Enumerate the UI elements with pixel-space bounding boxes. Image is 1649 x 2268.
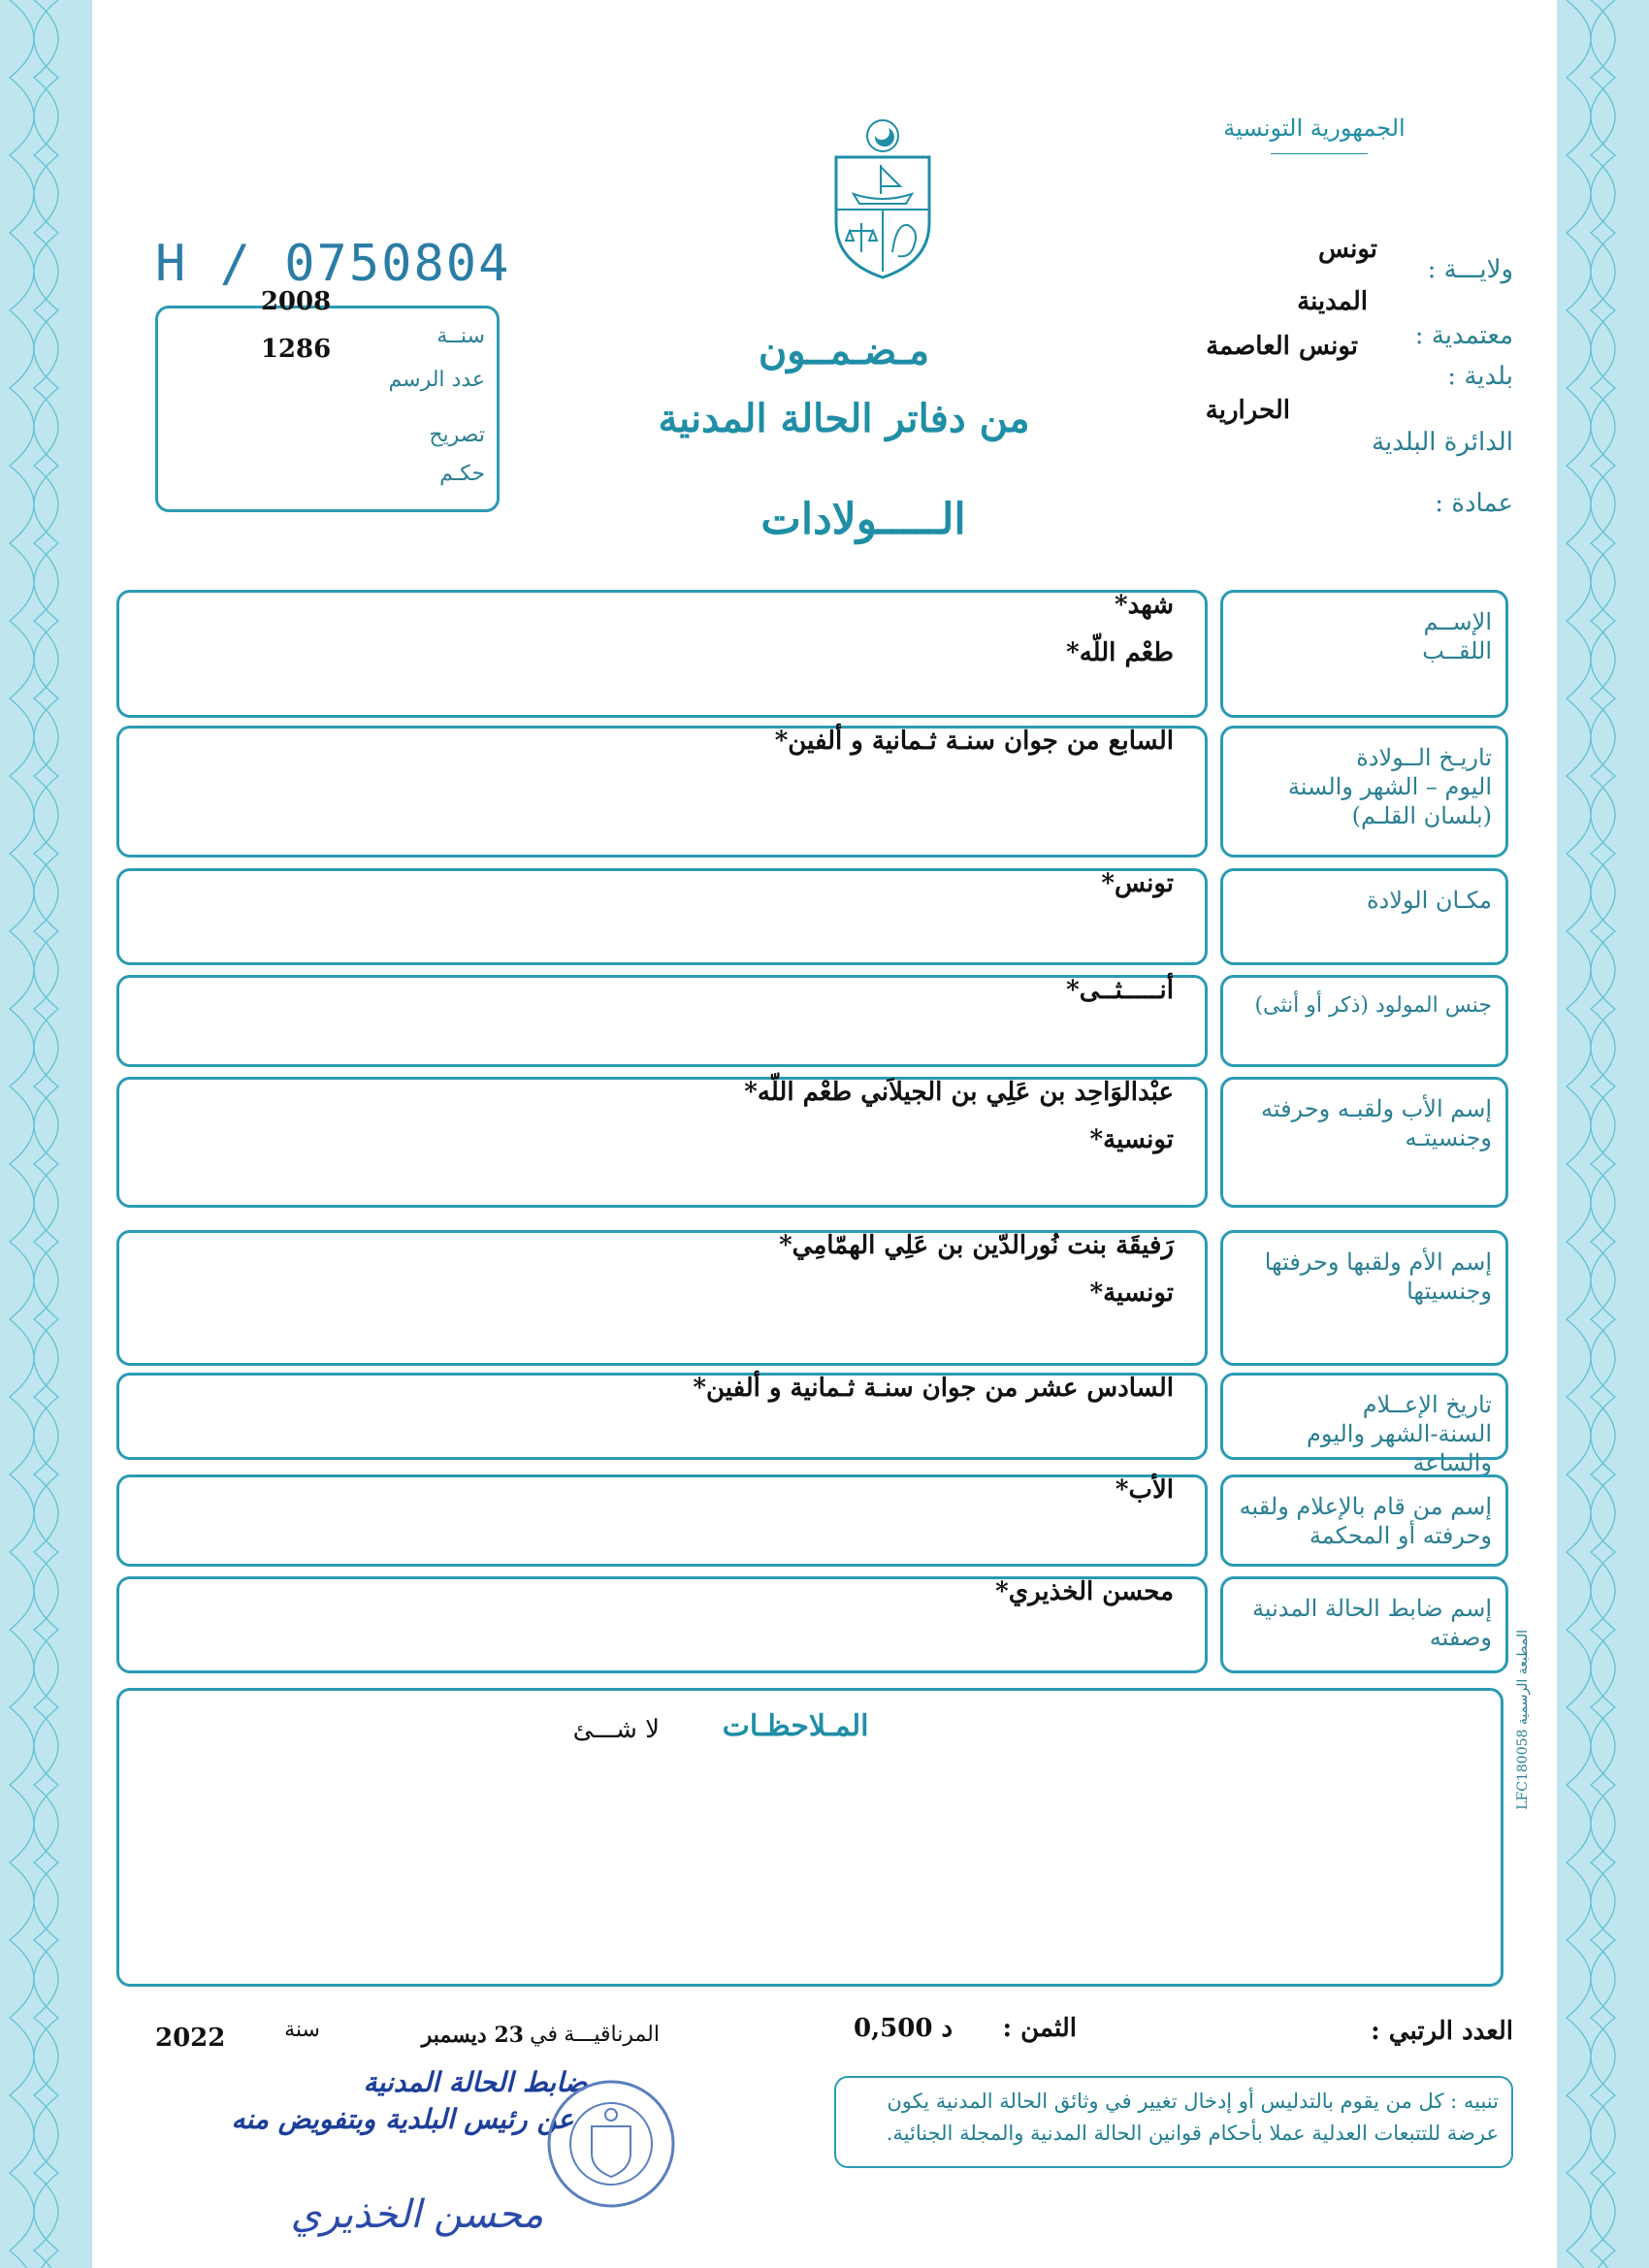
row-value: أنـــــثــى* <box>1066 976 1174 1005</box>
price-value: 0,500 د <box>854 2014 954 2043</box>
row-label: إسم من قام بالإعلام ولقبه وحرفته أو المحكمة <box>1239 1493 1492 1549</box>
declaration-label: تصريح <box>429 423 485 447</box>
row-value: تونس* <box>1101 869 1174 898</box>
row-value: السادس عشر من جوان سنـة ثـمانية و ألفين* <box>693 1374 1174 1403</box>
left-guilloche-border <box>0 0 92 2268</box>
row-value: محسن الخذيري* <box>995 1577 1174 1606</box>
row-label: جنس المولود (ذكر أو أنثى) <box>1254 993 1492 1018</box>
right-guilloche-border <box>1557 0 1649 2268</box>
row-label-box <box>1220 975 1508 1067</box>
coat-of-arms-emblem <box>824 116 941 281</box>
daira-label: الدائرة البلدية <box>1372 428 1513 457</box>
place-name: المرناقيـــة <box>564 2023 660 2047</box>
title-line2: من دفاتر الحالة المدنية <box>658 396 1030 441</box>
signature: محسن الخذيري <box>290 2192 544 2237</box>
republic-label: الجمهورية التونسية <box>1223 114 1406 142</box>
year-label: سنة <box>284 2018 320 2042</box>
row-label: إسم الأب ولقبـه وحرفته وجنسيتـه <box>1260 1095 1492 1151</box>
row-label: تاريخ الإعــلام السنة-الشهر واليوم والساعة <box>1306 1391 1492 1476</box>
wilaya-value: تونس <box>1317 235 1377 264</box>
row-value: السابع من جوان سنـة ثـمانية و ألفين* <box>774 727 1174 756</box>
row-label-box <box>1220 868 1508 965</box>
row-value: عبْدالوَاحِد بن عَلِي بن الجيلاَني طعْم اللّه* تونسية* <box>744 1078 1174 1155</box>
imada-label: عمادة : <box>1435 489 1513 518</box>
row-value: رَفيقَة بنت نُورالدّين بن عَلِي الهمّامِي* تونسية* <box>779 1231 1174 1309</box>
baladia-label: بلدية : <box>1447 362 1513 391</box>
serial-number: H / 0750804 <box>155 235 511 293</box>
title-line1: مـضـمــون <box>758 328 930 373</box>
row-label: إسم الأم ولقبها وحرفتها وجنسيتها <box>1264 1248 1492 1305</box>
register-number-label: عدد الرسم <box>388 368 485 392</box>
stamp-line2: عن رئيس البلدية وبتفويض منه <box>231 2103 574 2135</box>
register-year-label: سنــة <box>436 324 485 348</box>
day-label: في <box>530 2023 558 2047</box>
serial-number-label: العدد الرتبي : <box>1371 2017 1513 2046</box>
printer-mark: المطبعة الرسمية LFC180058 <box>1515 1630 1531 1810</box>
stamp-line1: ضابط الحالة المدنية <box>363 2066 588 2098</box>
judgment-label: حكـم <box>439 462 485 486</box>
price-label: الثمن : <box>1002 2014 1077 2043</box>
remarks-value: لا شـــئ <box>572 1715 660 1744</box>
official-seal <box>543 2076 679 2212</box>
baladia-value: تونس العاصمة <box>1206 332 1358 361</box>
year-value: 2022 <box>155 2024 226 2053</box>
moutamadia-label: معتمدية : <box>1414 321 1513 350</box>
republic-underline <box>1271 153 1368 154</box>
remarks-title: المـلاحظـات <box>722 1709 869 1743</box>
warning-text: تنبيه : كل من يقوم بالتدليس أو إدخال تغيير في وثائق الحالة المدنية يكون عرضة للتتبعات العدلية عملا بأحكام قوانين الحالة المدنية والمجلة الجنائية. <box>886 2090 1499 2145</box>
row-label: إسم ضابط الحالة المدنية وصفته <box>1252 1595 1492 1651</box>
row-label: تاريـخ الــولادة اليوم – الشهر والسنة (بلسان القلـم) <box>1287 744 1492 829</box>
row-value: الأب* <box>1115 1475 1174 1505</box>
row-value: شهد* طعْم اللّه* <box>1066 591 1174 668</box>
row-label: الإســم اللقــب <box>1422 608 1492 664</box>
register-number-value: 1286 <box>260 335 332 364</box>
row-label: مكـان الولادة <box>1366 887 1492 914</box>
day-value: 23 ديسمبر <box>421 2023 524 2048</box>
moutamadia-value: المدينة <box>1297 287 1368 316</box>
wilaya-label: ولايـــة : <box>1427 255 1513 284</box>
register-year-value: 2008 <box>260 287 332 316</box>
section-title: الـــــولادات <box>760 495 966 544</box>
daira-value: الحرارية <box>1205 396 1290 425</box>
